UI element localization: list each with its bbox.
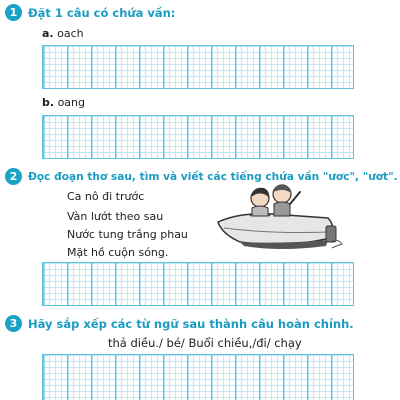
exercise-1-number: 1 — [5, 4, 22, 21]
writing-grid-a[interactable] — [42, 45, 354, 89]
item-a-label — [42, 27, 84, 40]
writing-grid-b[interactable] — [42, 115, 354, 159]
poem-line-2: Vàn lướt theo sau — [67, 210, 164, 223]
exercise-3-title: Hãy sắp xếp các từ ngữ sau thành câu hoàn chỉnh. — [28, 316, 354, 331]
writing-grid-3[interactable] — [42, 354, 354, 400]
item-b-text: oang — [57, 96, 85, 109]
exercise-1-heading — [5, 4, 175, 21]
writing-grid-2[interactable] — [42, 262, 354, 306]
item-b-letter: b. — [42, 96, 55, 109]
exercise-2-title: Đọc đoạn thơ sau, tìm và viết các tiếng chứa vần "ươc", "ươt". — [28, 170, 398, 183]
boat-motor — [326, 226, 336, 242]
poem-line-4: Mặt hồ cuộn sóng. — [67, 246, 169, 259]
exercise-1-title: Đặt 1 câu có chứa vần: — [28, 5, 176, 20]
poem-line-3: Nước tung trắng phau — [67, 228, 188, 241]
item-a-text: oach — [57, 27, 84, 40]
boy-body — [274, 202, 290, 216]
item-a-letter: a. — [42, 27, 54, 40]
girl-body — [252, 206, 268, 216]
speedboat-illustration — [210, 182, 345, 257]
item-b-label — [42, 96, 85, 109]
exercise-3-heading — [5, 315, 354, 332]
poem-line-1: Ca nô đi trước — [67, 190, 145, 203]
exercise-3-number: 3 — [5, 315, 22, 332]
scrambled-words: thả diều./ bé/ Buổi chiều,/đi/ chạy — [108, 336, 302, 350]
exercise-2-number: 2 — [5, 168, 22, 185]
